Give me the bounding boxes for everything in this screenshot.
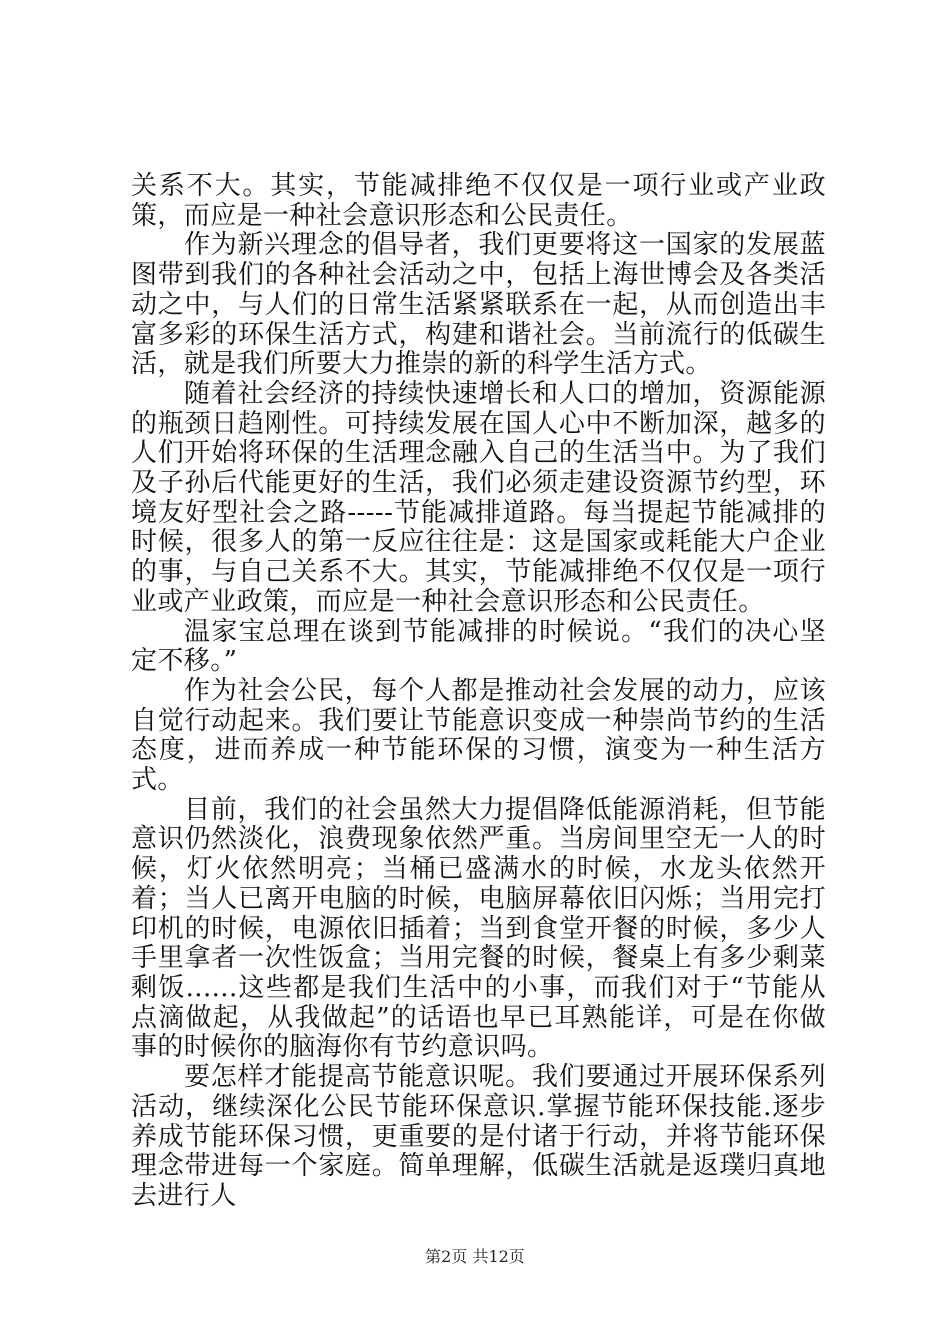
paragraph-6: 目前，我们的社会虽然大力提倡降低能源消耗，但节能意识仍然淡化，浪费现象依然严重。当房间里空无一人的时候，灯火依然明亮；当桶已盛满水的时候，水龙头依然开着；当人已离开电脑的时候，电脑屏幕依旧闪烁；当用完打印机的时候，电源依旧插着；当到食堂开餐的时候，多少人手里拿者一次性饭盒；当用完餐的时候，餐桌上有多少剩菜剩饭......这些都是我们生活中的小事，而我们对于“节能从点滴做起，从我做起”的话语也早已耳熟能详，可是在你做事的时候你的脑海你有节约意识吗。 [131,794,826,1063]
paragraph-4: 温家宝总理在谈到节能减排的时候说。“我们的决心坚定不移。” [131,616,826,677]
paragraph-1: 关系不大。其实，节能减排绝不仅仅是一项行业或产业政策，而应是一种社会意识形态和公民责任。 [131,171,826,231]
document-body [131,172,826,1212]
page-number-footer: 第2页 共12页 [425,1247,525,1266]
paragraph-3: 随着社会经济的持续快速增长和人口的增加，资源能源的瓶颈日趋刚性。可持续发展在国人心中不断加深，越多的人们开始将环保的生活理念融入自己的生活当中。为了我们及子孙后代能更好的生活，我们必须走建设资源节约型，环境友好型社会之路-----节能减排道路。每当提起节能减排的时候，很多人的第一反应往往是：这是国家或耗能大户企业的事，与自己关系不大。其实，节能减排绝不仅仅是一项行业或产业政策，而应是一种社会意识形态和公民责任。 [131,378,826,617]
paragraph-2: 作为新兴理念的倡导者，我们更要将这一国家的发展蓝图带到我们的各种社会活动之中，包括上海世博会及各类活动之中，与人们的日常生活紧紧联系在一起，从而创造出丰富多彩的环保生活方式，构建和谐社会。当前流行的低碳生活，就是我们所要大力推崇的新的科学生活方式。 [131,230,826,380]
paragraph-7: 要怎样才能提高节能意识呢。我们要通过开展环保系列活动，继续深化公民节能环保意识.掌握节能环保技能.逐步养成节能环保习惯，更重要的是付诸于行动，并将节能环保理念带进每一个家庭。简单理解，低碳生活就是返璞归真地去进行人 [131,1062,826,1211]
paragraph-5: 作为社会公民，每个人都是推动社会发展的动力，应该自觉行动起来。我们要让节能意识变成一种崇尚节约的生活态度，进而养成一种节能环保的习惯，演变为一种生活方式。 [131,675,826,796]
